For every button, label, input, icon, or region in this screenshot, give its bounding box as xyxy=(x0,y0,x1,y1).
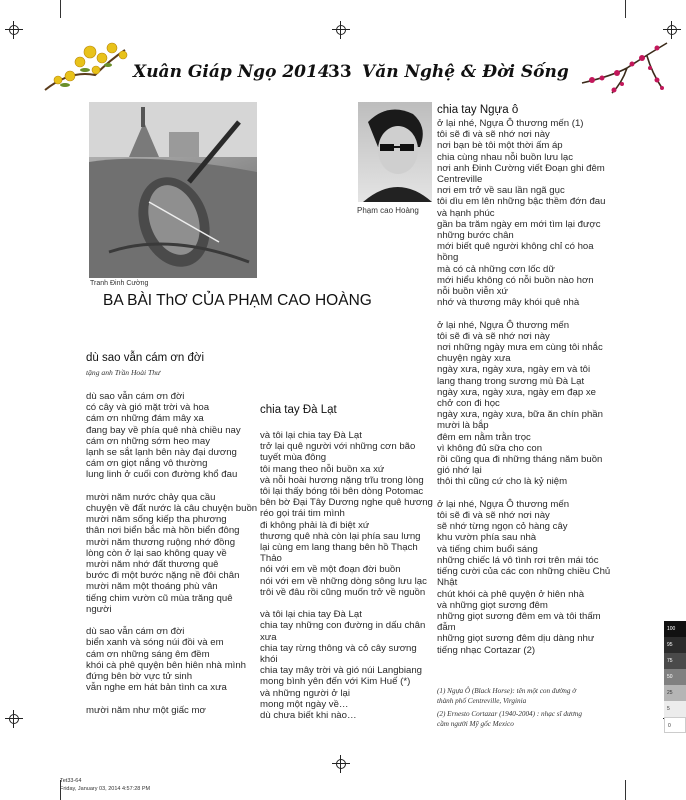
poem-line: nơi em trở về sau lần ngã gục xyxy=(437,185,565,197)
poem-line: Nhật xyxy=(437,577,458,589)
footnote xyxy=(437,687,576,706)
poem-dedication: tặng anh Trần Hoài Thư xyxy=(86,368,161,377)
poem-line: người xyxy=(86,603,112,615)
color-bar-step: 0 xyxy=(664,717,686,733)
poem-line: nói với em về những dòng sông lưu lạc xyxy=(260,575,427,587)
poem-body xyxy=(86,391,257,716)
poem-line: những giọt sương đêm dịu dàng như xyxy=(437,633,595,645)
poem-line: mới hiểu không có nỗi buồn nào hơn xyxy=(437,274,594,286)
poem-line: chia tay rừng thông và cỏ cây sương xyxy=(260,642,417,654)
poem-line: dù chưa biết khi nào… xyxy=(260,710,357,722)
stanza-gap xyxy=(260,598,433,609)
violin-painting xyxy=(89,102,257,278)
poem-line: ở lại nhé, Ngựa Ô thương mến (1) xyxy=(437,118,584,129)
poem-line: sẽ nhớ từng ngọn cỏ hàng cây xyxy=(437,521,568,533)
poem-line: mới biết quê người không chỉ có hoa xyxy=(437,241,594,253)
poem-body xyxy=(437,118,610,656)
poem-line: cám ơn những sáng êm đềm xyxy=(86,648,210,660)
poem-line: Centreville xyxy=(437,174,483,186)
poem-line: lạnh se sắt lạnh bên này đại dương xyxy=(86,447,237,459)
poem-line: thương quê nhà còn lại phía sau lưng xyxy=(260,530,421,542)
poem-line: và tiếng chim buổi sáng xyxy=(437,543,538,555)
poem-line: cám ơn giọt nắng vô thường xyxy=(86,458,208,470)
poem-line: mười năm nước chảy qua cầu xyxy=(86,491,216,503)
poem-line: mười năm một thoáng phù vân xyxy=(86,581,218,593)
poem-line: ở lại nhé, Ngựa Ô thương mến xyxy=(437,319,570,331)
poem-line: trở lại quê người với những cơn bão xyxy=(260,441,416,453)
poem-line: những chiếc lá vô tình rơi trên mái tóc xyxy=(437,554,599,566)
poem-line: ngày xưa, ngày xưa, ngày em đạp xe xyxy=(437,386,596,398)
author-photo xyxy=(358,102,432,202)
poem-line: chở con đi học xyxy=(437,398,500,410)
poem-line: tuyết mùa đông xyxy=(260,452,327,464)
poem-line: và những người ở lại xyxy=(260,687,350,699)
slug-file: Tet33-64 xyxy=(60,778,82,784)
poem-line: có cây và gió mặt trời và hoa xyxy=(86,402,210,414)
stanza-gap xyxy=(437,488,610,499)
poem-line: thân nơi biển bắc mà hồn biển đông xyxy=(86,525,240,537)
footnote-line: thành phố Centreville, Virginia xyxy=(437,696,527,705)
poem-line: mười là bắp xyxy=(437,420,489,432)
poem-line: tôi lại thấy bóng tôi bên dòng Potomac xyxy=(260,486,424,498)
footnote-line: (1) Ngựa Ô (Black Horse): tên một con đường ở xyxy=(437,687,577,695)
poem-line: mười năm nhớ đất thương quê xyxy=(86,559,219,571)
poem-line: chuyện ngày xưa xyxy=(437,353,511,365)
crop-mark xyxy=(60,0,61,18)
portrait-caption: Phạm cao Hoàng xyxy=(357,206,419,215)
page-title: BA BÀI ThƠ CỦA PHẠM CAO HOÀNG xyxy=(103,292,372,309)
poem-line: đứng bên bờ vực tử sinh xyxy=(86,671,193,683)
poem-line: khói xyxy=(260,654,278,666)
poem-line: chút khói cà phê quyện ở hiên nhà xyxy=(437,588,585,600)
poem-line: dù sao vẫn cám ơn đời xyxy=(86,391,185,402)
poem-line: đang bay về phía quê nhà chiều nay xyxy=(86,424,241,436)
poem-line: bước đi một bước nặng nề đôi chân xyxy=(86,570,240,582)
poem-line: và những giọt sương đêm xyxy=(437,599,548,611)
poem-line: mười năm thương ruộng nhớ đồng xyxy=(86,536,236,548)
poem-line: nơi anh Đinh Cường viết Đoạn ghi đêm xyxy=(437,162,605,174)
poem-line: Thảo xyxy=(260,553,282,565)
poem-line: ngày xưa, ngày xưa, bữa ăn chín phần xyxy=(437,409,603,421)
color-bar-step: 100 xyxy=(664,621,686,637)
footnote-line: (2) Ernesto Cortazar (1940-2004) : nhạc sĩ dương xyxy=(437,710,582,718)
poem-line: và nỗi hoài hương nặng trĩu trong lòng xyxy=(260,474,424,486)
poem-title: chia tay Ngựa ô xyxy=(437,104,519,116)
color-bar-step: 5 xyxy=(664,701,686,717)
poem-line: mong bình yên đến với Kim Huế (*) xyxy=(260,676,411,688)
poem-line: trôi về đâu rồi cũng muốn trở về nguồn xyxy=(260,586,426,598)
poem-line: đêm em nằm trằn trọc xyxy=(437,431,531,443)
poem-line: ngày xưa, ngày xưa, ngày em và tôi xyxy=(437,364,591,376)
poem-line: chia tay những con đường in dấu chân xyxy=(260,620,426,632)
stanza-gap xyxy=(86,481,257,492)
poem-line: cám ơn những sớm heo may xyxy=(86,435,211,447)
registration-mark xyxy=(666,24,678,36)
poem-line: tiếng cười của các con những chiều Chủ xyxy=(437,566,611,578)
footnote xyxy=(437,710,582,729)
poem-line: nơi những ngày mưa em cùng tôi nhắc xyxy=(437,342,603,354)
stanza-gap xyxy=(86,615,257,626)
poem-line: chia cùng nhau nỗi buồn lưu lạc xyxy=(437,151,574,163)
poem-line: gần ba trăm ngày em mới tìm lại được xyxy=(437,218,601,230)
poem-line: nhớ và thương mây khói quê nhà xyxy=(437,297,580,309)
poem-line: mà có cả những cơn lốc dữ xyxy=(437,263,555,275)
footnote-line: cầm người Mỹ gốc Mexico xyxy=(437,719,514,728)
poem-line: tôi sẽ đi và sẽ nhớ nơi này xyxy=(437,129,550,141)
portrait-image xyxy=(358,102,432,202)
poem-line: xưa xyxy=(260,631,277,643)
poem-line: và tôi lại chia tay Đà Lạt xyxy=(260,609,362,621)
registration-mark xyxy=(335,758,347,770)
crop-mark xyxy=(625,0,626,18)
poem-title: dù sao vẫn cám ơn đời xyxy=(86,352,205,364)
poem-line: khói cà phê quyện bên hiên nhà mình xyxy=(86,659,247,671)
poem-line: mười năm sống kiếp tha phương xyxy=(86,514,227,526)
poem-line: ở lại nhé, Ngựa Ô thương mến xyxy=(437,498,570,510)
poem-line: đi không phải là đi biệt xứ xyxy=(260,519,370,531)
poem-line: và hạnh phúc xyxy=(437,207,495,219)
poem-line: nơi bạn bè tôi một thời ấm áp xyxy=(437,140,563,152)
registration-mark xyxy=(8,24,20,36)
color-bar-step: 75 xyxy=(664,653,686,669)
poem-line: nói với em về một đoạn đời buồn xyxy=(260,564,401,576)
poem-line: tôi dìu em lên những bậc thềm đớn đau xyxy=(437,196,606,208)
crop-mark xyxy=(625,780,626,800)
poem-line: tôi sẽ đi và sẽ nhớ nơi này xyxy=(437,510,550,522)
poem-line: tôi sẽ đi và sẽ nhớ nơi này xyxy=(437,330,550,342)
poem-line: thôi thì cũng cứ cho là kỷ niệm xyxy=(437,476,568,488)
poem-body xyxy=(260,430,433,721)
slug-date: Friday, January 03, 2014 4:57:28 PM xyxy=(60,786,151,792)
poem-line: bên bờ Đại Tây Dương nghe quê hương xyxy=(260,497,433,509)
poem-line: chuyện về đất nước là câu chuyện buồn xyxy=(86,503,258,515)
registration-mark xyxy=(8,713,20,725)
poem-line: lòng còn ở lại sao không quay về xyxy=(86,547,227,559)
poem-line: vì không đủ sữa cho con xyxy=(437,442,543,454)
color-bar-step: 95 xyxy=(664,637,686,653)
poem-line: lang thang trong sương mù Đà Lạt xyxy=(437,375,585,387)
poem-line: khu vườn phía sau nhà xyxy=(437,532,537,544)
poem-line: nỗi buồn viễn xứ xyxy=(437,286,508,298)
stanza-gap xyxy=(86,693,257,704)
apricot-blossom-icon xyxy=(40,40,130,95)
poem-line: và tôi lại chia tay Đà Lạt xyxy=(260,430,362,441)
poem-line: rồi cũng qua đi những tháng năm buồn xyxy=(437,454,603,466)
color-bar-step: 25 xyxy=(664,685,686,701)
poem-line: vẫn nghe em hát bản tình ca xưa xyxy=(86,682,227,694)
poem-line: chia tay mây trời và gió núi Langbiang xyxy=(260,665,423,677)
poem-line: réo gọi trái tim mình xyxy=(260,508,345,520)
poem-line: lung linh ở cuối con đường khổ đau xyxy=(86,469,238,481)
poem-line: hồng xyxy=(437,252,459,264)
poem-line: dù sao vẫn cám ơn đời xyxy=(86,626,185,638)
poem-line: mười năm như một giấc mơ xyxy=(86,704,206,716)
poem-line: những bước chân xyxy=(437,230,514,242)
poem-line: lại cùng em lang thang bên hồ Thạch xyxy=(260,542,418,554)
registration-mark xyxy=(335,24,347,36)
painting-image xyxy=(89,102,257,278)
stanza-gap xyxy=(437,308,610,319)
header-issue: Xuân Giáp Ngọ 2014 xyxy=(133,62,330,82)
poem-line: tiếng nhạc Cortazar (2) xyxy=(437,644,536,656)
color-bar-step: 50 xyxy=(664,669,686,685)
poem-line: những giọt sương đêm em và tôi thấm xyxy=(437,610,601,622)
header-section: Văn Nghệ & Đời Sống xyxy=(362,62,569,82)
cherry-blossom-icon xyxy=(572,38,672,98)
painting-caption: Tranh Đinh Cường xyxy=(90,280,149,287)
poem-line: cám ơn những đám mây xa xyxy=(86,413,204,425)
poem-title: chia tay Đà Lạt xyxy=(260,404,337,416)
poem-line: biển xanh và sóng núi đồi và em xyxy=(86,637,224,649)
poem-line: tiếng chim vườn cũ mùa trăng quê xyxy=(86,592,233,604)
poem-line: mong một ngày về… xyxy=(260,698,349,710)
page-number: 33 xyxy=(328,62,352,82)
poem-line: đẫm xyxy=(437,622,456,634)
poem-line: gió nhớ lại xyxy=(437,465,482,477)
poem-line: tôi mang theo nỗi buồn xa xứ xyxy=(260,463,385,475)
